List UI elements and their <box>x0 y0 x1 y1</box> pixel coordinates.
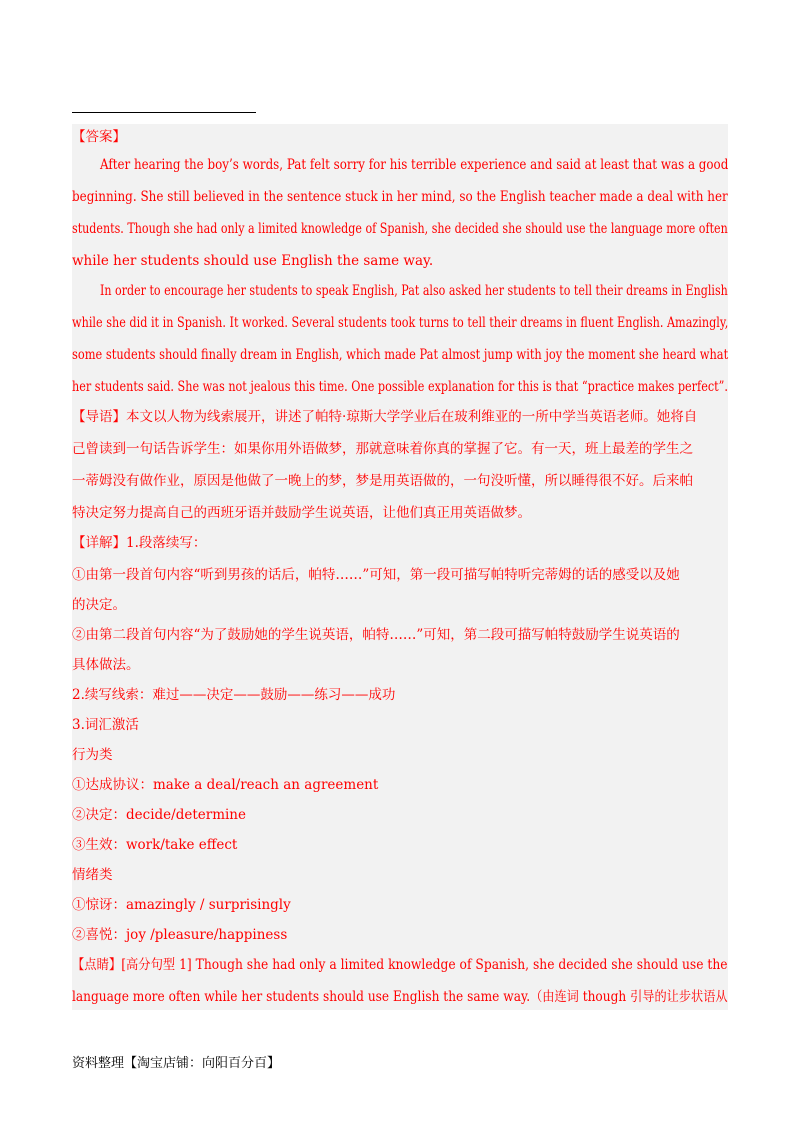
answer-p2-line-1: In order to encourage her students to speak English, Pat also asked her students to tell their dreams in English <box>100 283 728 299</box>
footnote-rule <box>72 112 256 113</box>
detail-emotion-item-2: ②喜悦：joy /pleasure/happiness <box>72 927 288 943</box>
answer-label: 【答案】 <box>72 129 126 145</box>
guide-line-4: 特决定努力提高自己的西班牙语并鼓励学生说英语，让他们真正用英语做梦。 <box>72 505 531 521</box>
detail-clues: 2.续写线索：难过——决定——鼓励——练习——成功 <box>72 687 396 703</box>
detail-item2-line-1: ②由第二段首句内容“为了鼓励她的学生说英语，帕特……”可知，第二段可描写帕特鼓励学生说英语的 <box>72 627 680 643</box>
answer-p2-line-4: her students said. She was not jealous this time. One possible explanation for this is that “practice makes perfect”. <box>72 379 728 395</box>
answer-p1-line-3: students. Though she had only a limited knowledge of Spanish, she decided she should use the language more often <box>72 221 728 237</box>
highlight-text-1: [高分句型 1] Though she had only a limited knowledge of Spanish, she decided she should use the <box>121 957 728 973</box>
detail-emotion-item-1: ①惊讶：amazingly / surprisingly <box>72 897 291 913</box>
guide-line-2: 己曾读到一句话告诉学生：如果你用外语做梦，那就意味着你真的掌握了它。有一天，班上最差的学生之 <box>72 441 693 457</box>
detail-action-item-3: ③生效：work/take effect <box>72 837 238 853</box>
guide-label: 【导语】 <box>72 409 126 425</box>
detail-vocab-heading: 3.词汇激活 <box>72 717 139 733</box>
detail-item1-line-2: 的决定。 <box>72 597 126 613</box>
detail-heading-1: 1.段落续写： <box>126 535 207 551</box>
detail-heading <box>72 534 206 552</box>
guide-line-3: 一蒂姆没有做作业，原因是他做了一晚上的梦，梦是用英语做的，一句没听懂，所以睡得很不好。后来帕 <box>72 473 693 489</box>
highlight-line-2: language more often while her students should use English the same way.（由连词 though 引导的让步状语从 <box>72 989 728 1005</box>
detail-action-item-2: ②决定：decide/determine <box>72 807 246 823</box>
page-footer: 资料整理【淘宝店铺：向阳百分百】 <box>72 1056 281 1071</box>
detail-label: 【详解】 <box>72 535 126 551</box>
answer-p1-line-2: beginning. She still believed in the sentence stuck in her mind, so the English teacher made a deal with her <box>72 189 728 205</box>
detail-emotion-heading: 情绪类 <box>72 867 113 883</box>
guide-line-1 <box>72 408 697 426</box>
guide-text-1: 本文以人物为线索展开，讲述了帕特·琼斯大学学业后在玻利维亚的一所中学当英语老师。她将自 <box>126 409 698 425</box>
detail-action-item-1: ①达成协议：make a deal/reach an agreement <box>72 777 379 793</box>
detail-item1-line-1: ①由第一段首句内容“听到男孩的话后，帕特……”可知，第一段可描写帕特听完蒂姆的话的感受以及她 <box>72 567 680 583</box>
detail-item2-line-2: 具体做法。 <box>72 657 140 673</box>
answer-p1-line-4: while her students should use English the same way. <box>72 253 434 269</box>
answer-p2-line-3: some students should finally dream in English, which made Pat almost jump with joy the moment she heard what <box>72 347 729 363</box>
highlight-line-1 <box>72 956 728 974</box>
answer-p1-line-1: After hearing the boy’s words, Pat felt sorry for his terrible experience and said at least that was a good <box>100 157 729 173</box>
answer-panel <box>72 124 728 1010</box>
answer-p2-line-2: while she did it in Spanish. It worked. Several students took turns to tell their dreams in fluent English. Amazingly, <box>72 315 729 331</box>
detail-action-heading: 行为类 <box>72 747 113 763</box>
highlight-label: 【点睛】 <box>72 957 122 973</box>
